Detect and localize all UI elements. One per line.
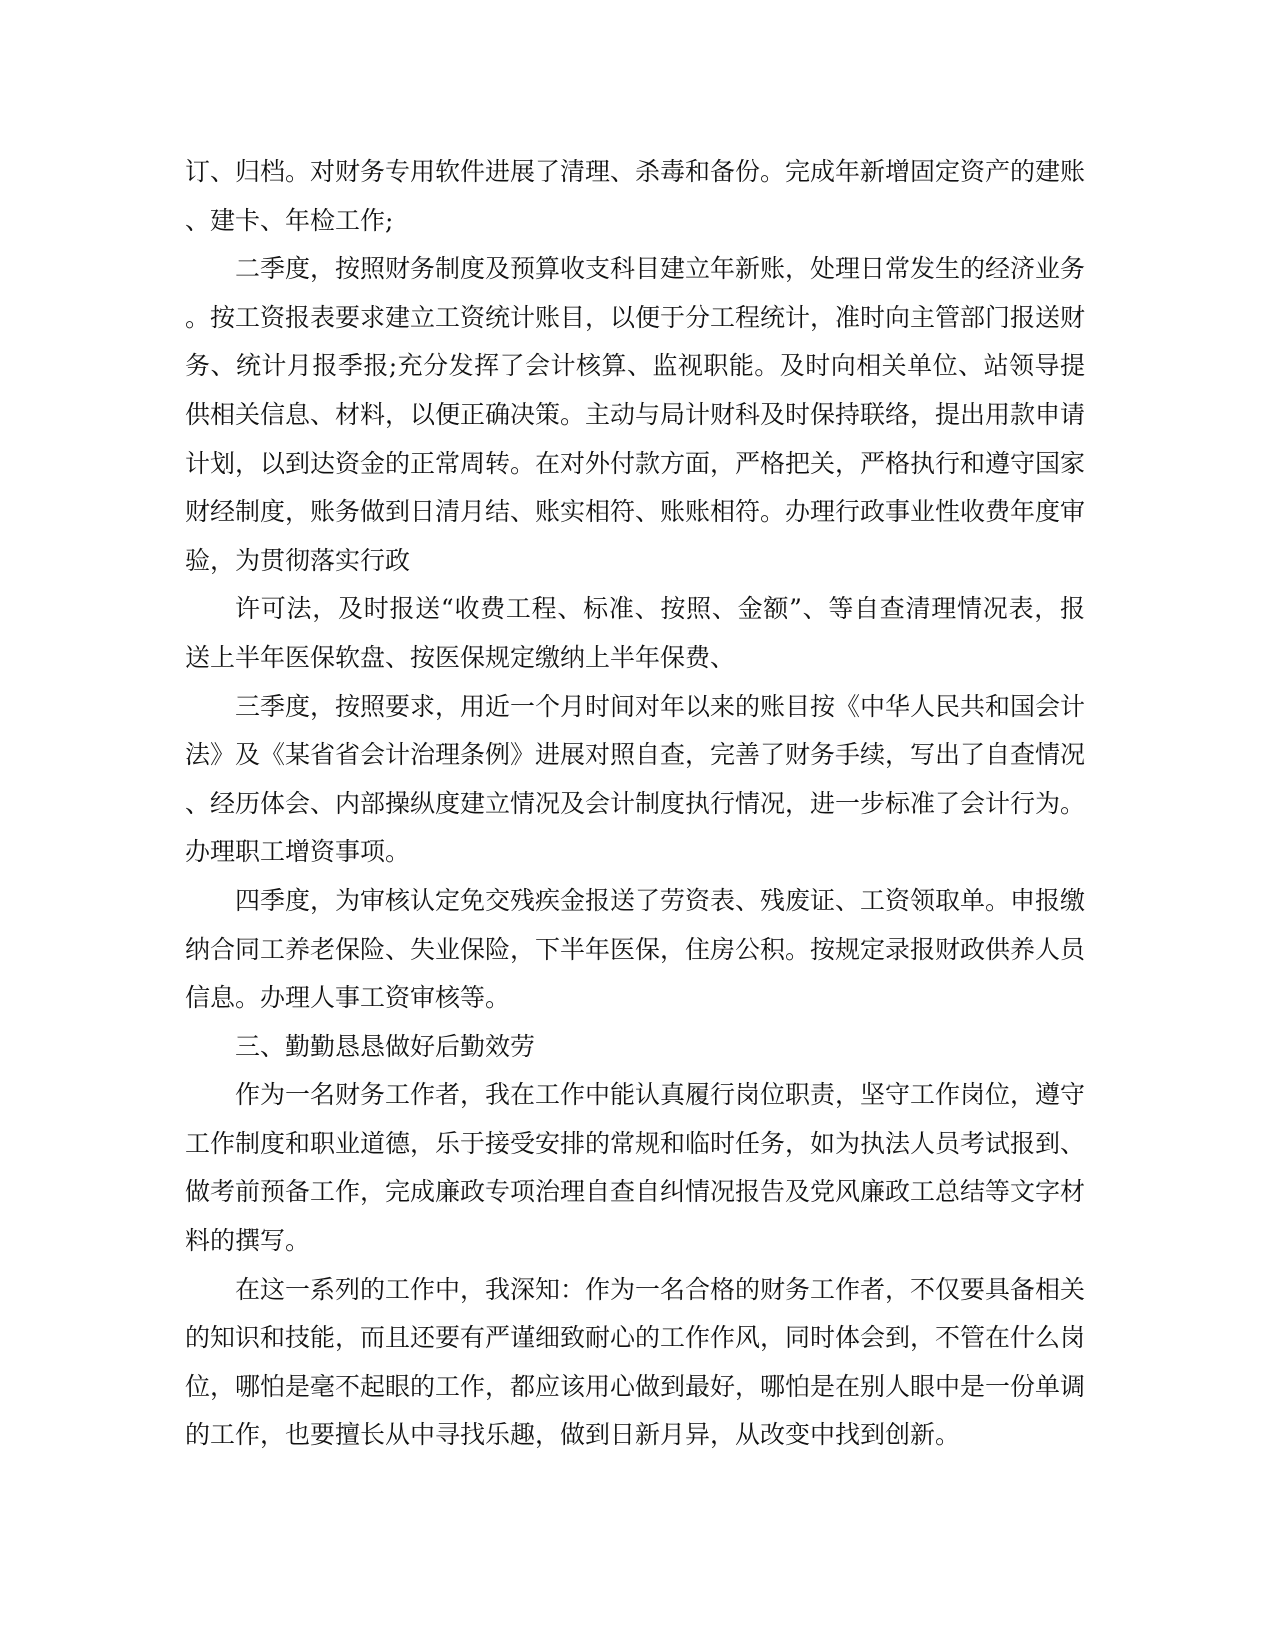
text-line: 。按工资报表要求建立工资统计账目，以便于分工程统计，准时向主管部门报送财 (185, 302, 1086, 332)
text-line: 送上半年医保软盘、按医保规定缴纳上半年保费、 (185, 642, 736, 672)
text-line: 作为一名财务工作者，我在工作中能认真履行岗位职责，坚守工作岗位，遵守 (235, 1080, 1086, 1110)
text-line: 计划，以到达资金的正常周转。在对外付款方面，严格把关，严格执行和遵守国家 (185, 448, 1086, 478)
paragraph (185, 1071, 1085, 1265)
text-line: 、建卡、年检工作; (185, 205, 394, 235)
text-line: 务、统计月报季报;充分发挥了会计核算、监视职能。及时向相关单位、站领导提 (185, 351, 1085, 381)
text-line: 订、归档。对财务专用软件进展了清理、杀毒和备份。完成年新增固定资产的建账 (185, 157, 1086, 186)
text-line: 工作制度和职业道德，乐于接受安排的常规和临时任务，如为执法人员考试报到、 (185, 1128, 1086, 1158)
text-line: 的知识和技能，而且还要有严谨细致耐心的工作作风，同时体会到，不管在什么岗 (185, 1323, 1086, 1353)
text-line: 位，哪怕是毫不起眼的工作，都应该用心做到最好，哪怕是在别人眼中是一份单调 (185, 1371, 1086, 1401)
text-line: 验，为贯彻落实行政 (185, 545, 411, 575)
text-line: 财经制度，账务做到日清月结、账实相符、账账相符。办理行政事业性收费年度审 (185, 497, 1086, 527)
text-line: 料的撰写。 (185, 1226, 311, 1256)
paragraph (185, 1266, 1085, 1460)
paragraph (185, 877, 1085, 1023)
text-line: 办理职工增资事项。 (185, 837, 411, 867)
text-line: 信息。办理人事工资审核等。 (185, 983, 511, 1013)
text-line: 三、勤勤恳恳做好后勤效劳 (235, 1031, 536, 1061)
text-line: 供相关信息、材料，以便正确决策。主动与局计财科及时保持联络，提出用款申请 (185, 399, 1086, 429)
paragraph (185, 1023, 1085, 1072)
text-line: 在这一系列的工作中，我深知：作为一名合格的财务工作者，不仅要具备相关 (235, 1274, 1086, 1304)
text-line: 法》及《某省省会计治理条例》进展对照自查，完善了财务手续，写出了自查情况 (185, 740, 1086, 770)
text-line: 纳合同工养老保险、失业保险，下半年医保，住房公积。按规定录报财政供养人员 (185, 934, 1086, 964)
paragraph (185, 245, 1085, 585)
paragraph (185, 148, 1085, 245)
text-line: 做考前预备工作，完成廉政专项治理自查自纠情况报告及党风廉政工总结等文字材 (185, 1177, 1086, 1207)
text-line: 四季度，为审核认定免交残疾金报送了劳资表、残废证、工资领取单。申报缴 (235, 885, 1086, 915)
document-body (185, 148, 1085, 1460)
text-line: 、经历体会、内部操纵度建立情况及会计制度执行情况，进一步标准了会计行为。 (185, 788, 1086, 818)
paragraph (185, 585, 1085, 682)
text-line: 的工作，也要擅长从中寻找乐趣，做到日新月异，从改变中找到创新。 (185, 1420, 961, 1450)
text-line: 二季度，按照财务制度及预算收支科目建立年新账，处理日常发生的经济业务 (235, 254, 1086, 284)
text-line: 三季度，按照要求，用近一个月时间对年以来的账目按《中华人民共和国会计 (235, 691, 1086, 721)
text-line: 许可法，及时报送“收费工程、标准、按照、金额”、等自查清理情况表，报 (235, 594, 1085, 624)
paragraph (185, 683, 1085, 877)
